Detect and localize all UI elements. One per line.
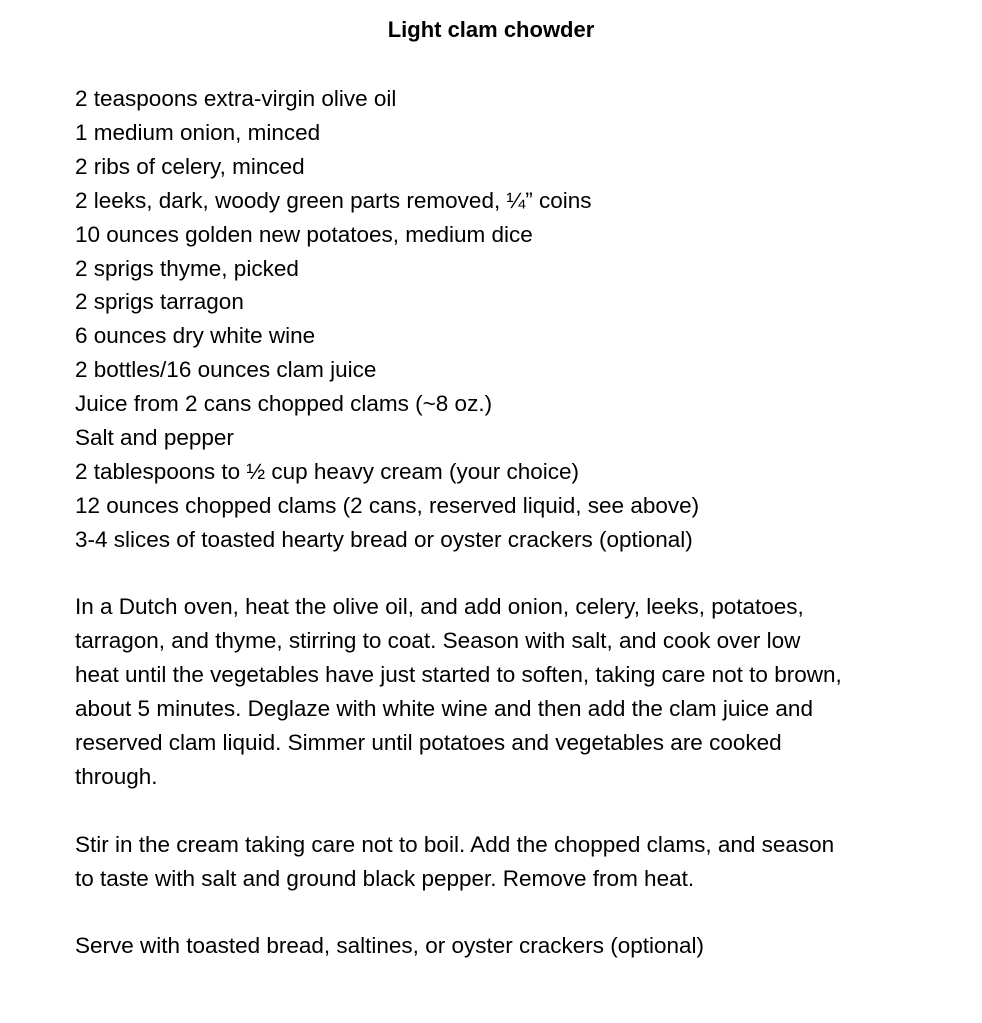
ingredient-item: 2 leeks, dark, woody green parts removed, ¼” coins (75, 187, 592, 213)
ingredient-list (75, 82, 699, 557)
paragraph-line: Serve with toasted bread, saltines, or oyster crackers (optional) (75, 933, 705, 958)
ingredient-item: 2 sprigs thyme, picked (75, 255, 299, 281)
ingredient-item: 2 tablespoons to ½ cup heavy cream (your choice) (75, 458, 580, 484)
ingredient-item: 12 ounces chopped clams (2 cans, reserved liquid, see above) (75, 492, 700, 518)
ingredient-item: 3-4 slices of toasted hearty bread or oyster crackers (optional) (75, 526, 693, 552)
ingredient-item: Juice from 2 cans chopped clams (~8 oz.) (75, 391, 493, 417)
paragraph-line: through. (75, 763, 158, 789)
ingredient-item: 1 medium onion, minced (75, 119, 321, 145)
instructions-paragraph-2 (75, 828, 935, 896)
paragraph-line: to taste with salt and ground black pepper. Remove from heat. (75, 865, 695, 891)
ingredient-item: 2 teaspoons extra-virgin olive oil (75, 86, 397, 111)
ingredient-item: Salt and pepper (75, 425, 234, 451)
paragraph-line: tarragon, and thyme, stirring to coat. Season with salt, and cook over low (75, 627, 801, 653)
recipe-title: Light clam chowder (387, 17, 595, 42)
ingredient-item: 2 bottles/16 ounces clam juice (75, 357, 377, 383)
ingredient-item: 2 sprigs tarragon (75, 289, 244, 315)
ingredient-item: 2 ribs of celery, minced (75, 153, 305, 179)
paragraph-line: Stir in the cream taking care not to boil. Add the chopped clams, and season (75, 832, 835, 857)
paragraph-line: In a Dutch oven, heat the olive oil, and add onion, celery, leeks, potatoes, (75, 594, 804, 619)
paragraph-line: heat until the vegetables have just started to soften, taking care not to brown, (75, 661, 842, 687)
paragraph-line: reserved clam liquid. Simmer until potatoes and vegetables are cooked (75, 729, 782, 755)
instructions-paragraph-1 (75, 590, 935, 793)
paragraph-line: about 5 minutes. Deglaze with white wine and then add the clam juice and (75, 695, 813, 721)
ingredient-item: 6 ounces dry white wine (75, 323, 316, 349)
serving-note-paragraph (75, 929, 935, 963)
ingredient-item: 10 ounces golden new potatoes, medium dice (75, 221, 533, 247)
